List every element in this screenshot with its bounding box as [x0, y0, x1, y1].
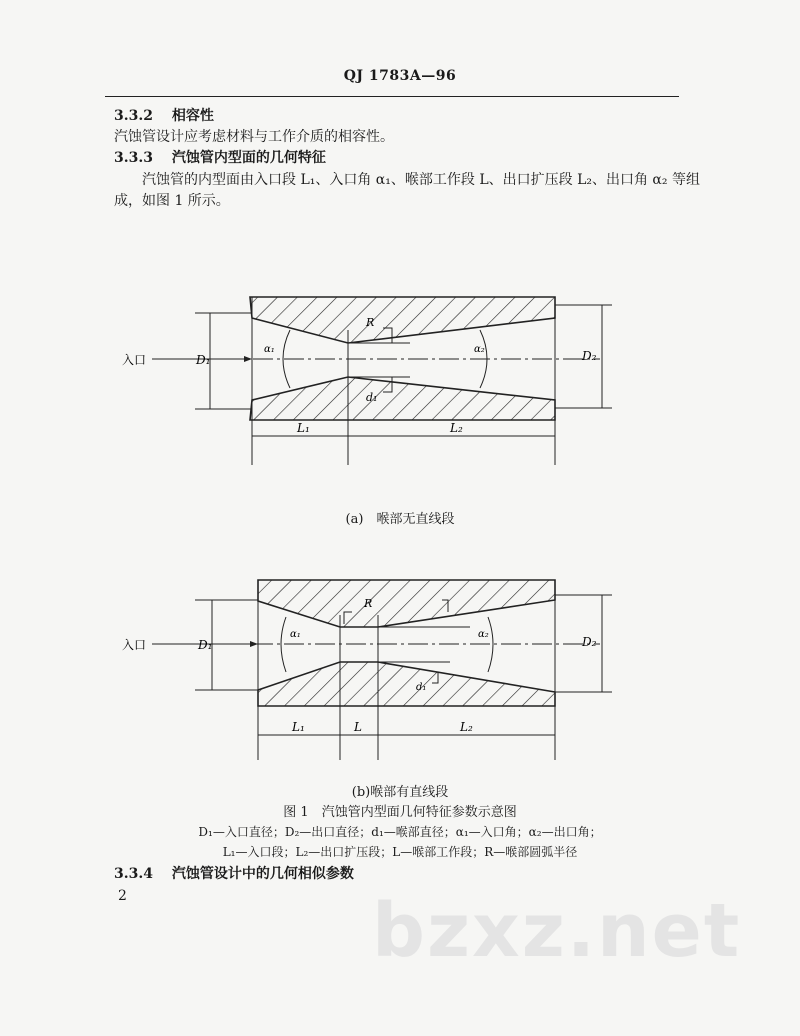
page-number: 2 [118, 888, 127, 904]
figure-a-L2-label: L₂ [450, 421, 463, 435]
figure-a-inlet-label: 入口 [122, 353, 147, 367]
figure-a-R-label: R [366, 316, 375, 329]
section-333-heading [114, 148, 326, 168]
section-332-number: 3.3.2 [114, 108, 153, 124]
figure-b-L2-label: L₂ [460, 720, 473, 734]
section-332-heading [114, 106, 214, 126]
figure-a-D1-label: D₁ [196, 353, 211, 367]
figure-legend-line1: D₁—入口直径；D₂—出口直径；d₁—喉部直径；α₁—入口角；α₂—出口角； [198, 825, 602, 839]
section-333-number: 3.3.3 [114, 150, 153, 166]
figure-b-inlet-label: 入口 [122, 638, 147, 652]
upper-wall [258, 580, 555, 627]
figure-b-diagram [100, 570, 660, 765]
figure-b-alpha1-label: α₁ [290, 629, 301, 640]
standard-header: QJ 1783A—96 [343, 68, 457, 84]
figure-b-d1-label: d₁ [416, 682, 427, 693]
figure-title: 图 1 汽蚀管内型面几何特征参数示意图 [283, 805, 517, 820]
figure-a-alpha1-label: α₁ [264, 344, 275, 355]
section-333-title: 汽蚀管内型面的几何特征 [171, 150, 326, 166]
figure-b-D2-label: D₂ [582, 635, 597, 649]
section-334-number: 3.3.4 [114, 866, 153, 882]
figure-a-diagram [100, 285, 660, 475]
figure-a-D2-label: D₂ [582, 349, 597, 363]
figure-a-d1-label: d₁ [366, 391, 378, 404]
figure-a-L1-label: L₁ [297, 421, 310, 435]
figure-a-alpha2-label: α₂ [474, 344, 485, 355]
upper-wall [250, 297, 555, 343]
section-334-heading [114, 864, 354, 884]
section-333-body-line1: 汽蚀管的内型面由入口段 L₁、入口角 α₁、喉部工作段 L、出口扩压段 L₂、出口角 α₂ 等组 [142, 172, 700, 188]
section-332-title: 相容性 [171, 108, 214, 124]
figure-b-alpha2-label: α₂ [478, 629, 489, 640]
figure-b-caption: (b)喉部有直线段 [351, 785, 449, 800]
watermark-text: bzxz.net [372, 888, 742, 974]
figure-b-D1-label: D₁ [198, 638, 213, 652]
lower-wall [250, 377, 555, 420]
section-334-title: 汽蚀管设计中的几何相似参数 [171, 866, 354, 882]
figure-b-L1-label: L₁ [292, 720, 305, 734]
section-333-body-line2: 成，如图 1 所示。 [114, 193, 230, 209]
figure-b-L-label: L [354, 720, 362, 734]
figure-b-R-label: R [364, 597, 373, 610]
section-332-body: 汽蚀管设计应考虑材料与工作介质的相容性。 [114, 129, 394, 145]
figure-legend-line2: L₁—入口段；L₂—出口扩压段；L—喉部工作段；R—喉部圆弧半径 [222, 845, 578, 859]
header-rule [105, 96, 679, 97]
lower-wall [258, 662, 555, 706]
figure-a-caption: (a) 喉部无直线段 [345, 512, 455, 527]
